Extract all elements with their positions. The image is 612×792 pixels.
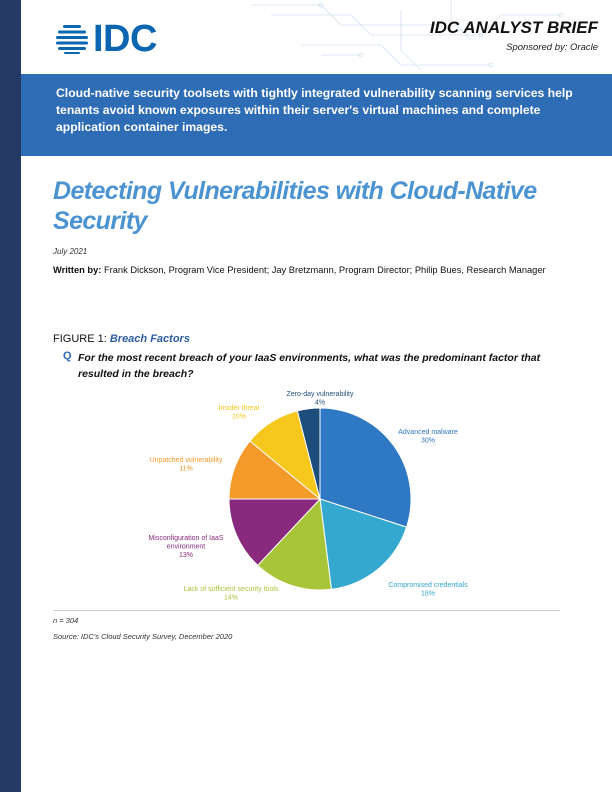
slice-label-zero-day-vulnerability: Zero-day vulnerability 4% [286, 391, 354, 407]
summary-text: Cloud-native security toolsets with tightly integrated vulnerability scanning services help tenants avoid known exposures within their server's virtual machines and complete application container images. [56, 86, 573, 134]
slice-value: 13% [178, 552, 194, 559]
pie-chart [53, 384, 560, 610]
written-by-label: Written by: [53, 265, 102, 275]
slice-label-lack-of-sufficient-security-tools: Lack of sufficient security tools 14% [183, 586, 279, 602]
globe-lines-icon [55, 24, 89, 54]
slice-value: 10% [231, 413, 247, 421]
publication-date: July 2021 [53, 247, 88, 256]
sponsor-line: Sponsored by: Oracle [506, 42, 598, 53]
summary-banner [21, 74, 612, 156]
logo-wordmark: IDC [93, 18, 157, 60]
pie-chart-frame [53, 384, 560, 611]
figure-number: FIGURE 1: [53, 333, 110, 345]
slice-label-unpatched-vulnerability: Unpatched vulnerability 11% [149, 457, 223, 473]
slice-value: 14% [223, 594, 239, 602]
authors-line [53, 265, 546, 275]
idc-logo [55, 18, 157, 60]
left-accent-bar [0, 0, 21, 792]
slice-label-insider-threat: Insider threat 10% [218, 405, 260, 421]
page-title: Detecting Vulnerabilities with Cloud-Native Security [53, 177, 537, 235]
slice-value: 30% [420, 437, 436, 445]
slice-value: 11% [179, 465, 193, 473]
slice-value: 18% [420, 590, 436, 598]
brief-title: IDC ANALYST BRIEF [429, 18, 598, 37]
source-note: Source: IDC's Cloud Security Survey, December 2020 [53, 632, 233, 641]
survey-question: For the most recent breach of your IaaS environments, what was the predominant factor that resulted in the breach? [78, 352, 541, 380]
figure-name: Breach Factors [109, 333, 190, 345]
slice-value: 4% [314, 399, 326, 407]
question-marker: Q [63, 350, 72, 362]
slice-label-compromised-credentials: Compromised credentials 18% [388, 582, 468, 598]
authors-list: Frank Dickson, Program Vice President; Jay Bretzmann, Program Director; Philip Bues, Research Manager [103, 265, 546, 275]
figure-label [53, 333, 190, 345]
slice-label-advanced-malware: Advanced malware 30% [398, 429, 458, 445]
sample-size: n = 304 [53, 616, 79, 625]
slice-label-misconfiguration-of-iaas-environment: Misconfiguration of IaaS environment 13% [148, 535, 224, 559]
